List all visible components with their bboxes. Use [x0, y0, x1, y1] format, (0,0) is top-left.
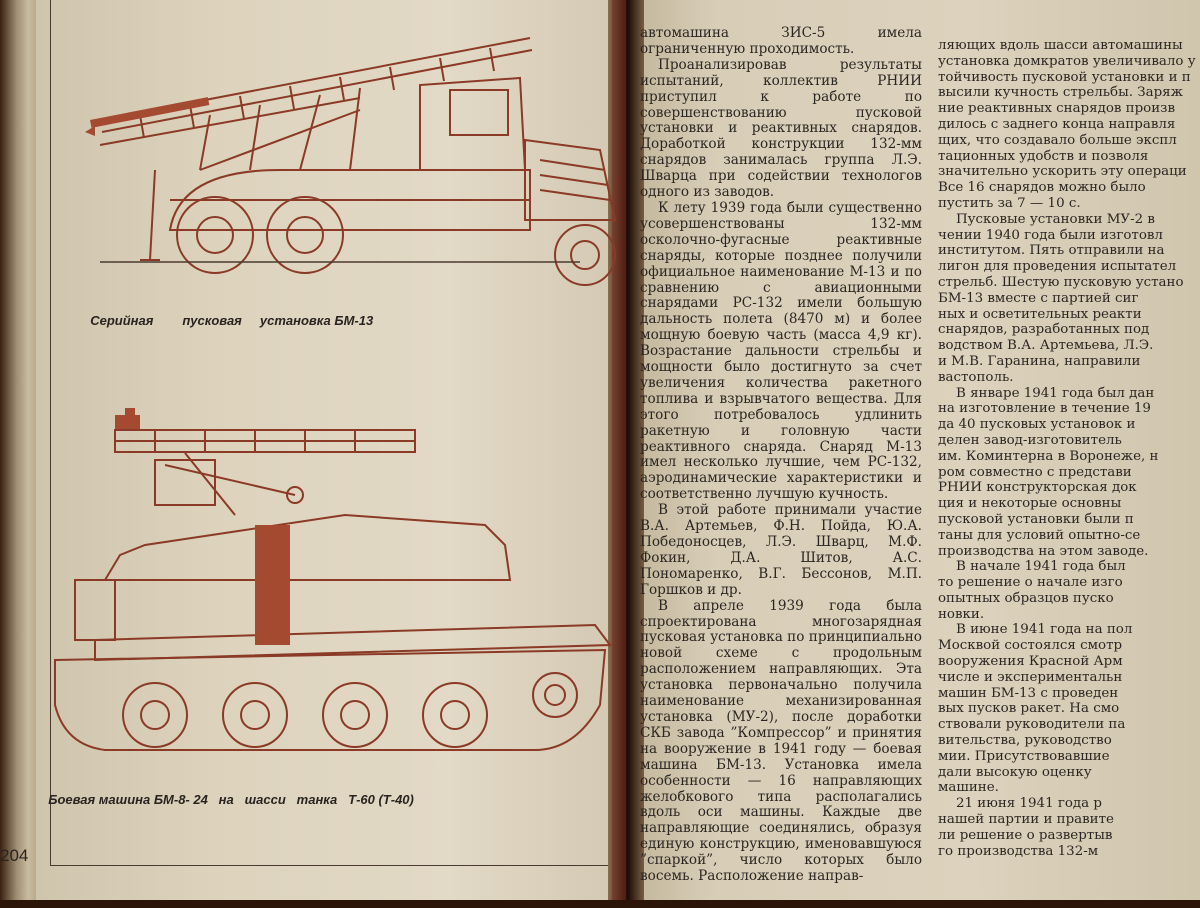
- text-line: В июне 1941 года на пол: [956, 622, 1133, 638]
- paragraph: В этой работе принимали участие В.А. Артемьев, Ф.Н. Пойда, Ю.А. Победоносцев, Л.Э. Шварц, М.Ф. Фокин, Д.А. Шитов, А.С. Пономаренко, В.Г. Бессонов, М.П. Горшков и др.: [640, 502, 922, 598]
- text-line: тойчивость пусковой установки и п: [938, 69, 1191, 85]
- text-line: ли решение о развертыв: [938, 827, 1113, 843]
- text-line: мии. Присутствовавшие: [938, 748, 1110, 764]
- text-line: ляющих вдоль шасси автомашины: [938, 38, 1183, 53]
- text-line: производства на этом заводе.: [938, 543, 1149, 559]
- text-line: ствовали руководители па: [938, 717, 1126, 733]
- text-line: Все 16 снарядов можно было: [938, 180, 1146, 196]
- paragraph: В апреле 1939 года была спроектирована многозарядная пусковая установка по принципиально новой схеме с продольным расположением направляющих. Эта установка первоначально получила наименование механизированная установка (МУ-2), после доработки СКБ завода ”Компрессор” и принятия на вооружение в 1941 году — боевая машина БМ-13. Установка имела особенности — 16 направляющих желобкового типа располагались вдоль оси машины. Каждые две направляющие соединялись, образуя единую конструкцию, именовавшуюся ”спаркой”, число которых было восемь. Расположение направ-: [640, 597, 922, 885]
- text-line: ция и некоторые основны: [938, 496, 1122, 512]
- text-line: дали высокую оценку: [938, 764, 1092, 780]
- text-line: чении 1940 года были изготовл: [938, 227, 1163, 243]
- text-line: Москвой состоялся смотр: [938, 638, 1123, 654]
- text-line: новки.: [938, 606, 985, 622]
- text-line: пусковой установки были п: [938, 511, 1134, 527]
- text-line: значительно ускорить эту операци: [938, 164, 1187, 180]
- text-line: им. Коминтерна в Воронеже, н: [938, 448, 1159, 464]
- text-line: делен завод-изготовитель: [938, 432, 1122, 448]
- paragraph: К лету 1939 года были существенно усовершенствованы 132-мм осколочно-фугасные реактивные снаряды, которые позднее получили официальное наименование М-13 и по сравнению с авиационными снарядами РС-132 имели большую дальность полета (8470 м) и более мощную боевую часть (масса 4,9 кг). Возрастание дальности стрельбы и мощности было достигнуто за счет увеличения количества ракетного топлива и взрывчатого вещества. Для этого потребовалось удлинить ракетную и головную части реактивного снаряда. Снаряд М-13 имел несколько лучшие, чем РС-132, аэродинамические характеристики и соответственно лучшую кучность.: [640, 199, 922, 503]
- text-line: 21 июня 1941 года р: [956, 796, 1102, 812]
- text-line: БМ-13 вместе с партией сиг: [938, 290, 1139, 306]
- text-line: да 40 пусковых установок и: [938, 417, 1136, 433]
- book-edge: [0, 0, 40, 900]
- text-line: опытных образцов пуско: [938, 590, 1114, 606]
- text-line: ние реактивных снарядов произв: [938, 101, 1175, 117]
- text-line: РНИИ конструкторская док: [938, 480, 1137, 496]
- text-line: таны для условий опытно-се: [938, 527, 1141, 543]
- text-line: снарядов, разработанных под: [938, 322, 1150, 338]
- text-line: нашей партии и правите: [938, 812, 1114, 828]
- text-line: Пусковые установки МУ-2 в: [956, 211, 1155, 227]
- text-line: В январе 1941 года был дан: [956, 385, 1155, 401]
- text-line: щих, что создавало больше экспл: [938, 132, 1177, 148]
- text-line: машин БМ-13 с проведен: [938, 685, 1119, 701]
- truck-launcher-illustration: [60, 20, 620, 320]
- text-line: то решение о начале изго: [938, 575, 1123, 591]
- text-line: стрельб. Шестую пусковую устано: [938, 274, 1184, 290]
- text-line: тационных удобств и позволя: [938, 148, 1149, 164]
- text-line: водством В.А. Артемьева, Л.Э.: [938, 338, 1154, 354]
- text-line: вых пусков ракет. На смо: [938, 701, 1120, 717]
- tank-launcher-illustration: [35, 405, 615, 765]
- caption-top: Серийная пусковая установка БМ-13: [90, 313, 374, 328]
- text-line: числе и экспериментальн: [938, 669, 1123, 685]
- text-line: пустить за 7 — 10 с.: [938, 195, 1081, 211]
- paragraph: автомашина ЗИС-5 имела ограниченную проходимость.: [640, 25, 922, 57]
- text-line: высили кучность стрельбы. Заряж: [938, 85, 1183, 101]
- text-line: ных и осветительных реакти: [938, 306, 1142, 322]
- text-line: вительства, руководство: [938, 733, 1112, 749]
- text-line: вооружения Красной Арм: [938, 654, 1123, 670]
- page-number: 204: [0, 846, 29, 865]
- caption-bottom: Боевая машина БМ-8- 24 на шасси танка Т-60 (Т-40): [48, 792, 414, 807]
- text-line: В начале 1941 года был: [956, 559, 1126, 575]
- text-line: институтом. Пять отправили на: [938, 243, 1165, 259]
- text-line: вастополь.: [938, 369, 1014, 385]
- text-line: ром совместно с представи: [938, 464, 1132, 480]
- text-line: установка домкратов увеличивало у: [938, 53, 1196, 69]
- paragraph: Проанализировав результаты испытаний, коллектив РНИИ приступил к работе по совершенствованию пусковой установки и реактивных снарядов. Доработкой конструкции 132-мм снарядов занималась группа Л.Э. Шварца при содействии технологов одного из заводов.: [640, 56, 922, 201]
- text-column-1: [640, 26, 922, 885]
- text-line: и М.В. Гаранина, направили: [938, 353, 1141, 369]
- text-line: на изготовление в течение 19: [938, 401, 1151, 417]
- text-line: дилось с заднего конца направля: [938, 116, 1176, 132]
- text-line: машине.: [938, 780, 999, 796]
- text-line: лигон для проведения испытател: [938, 259, 1177, 275]
- text-column-2: [938, 38, 1200, 908]
- text-line: го производства 132-м: [938, 843, 1099, 859]
